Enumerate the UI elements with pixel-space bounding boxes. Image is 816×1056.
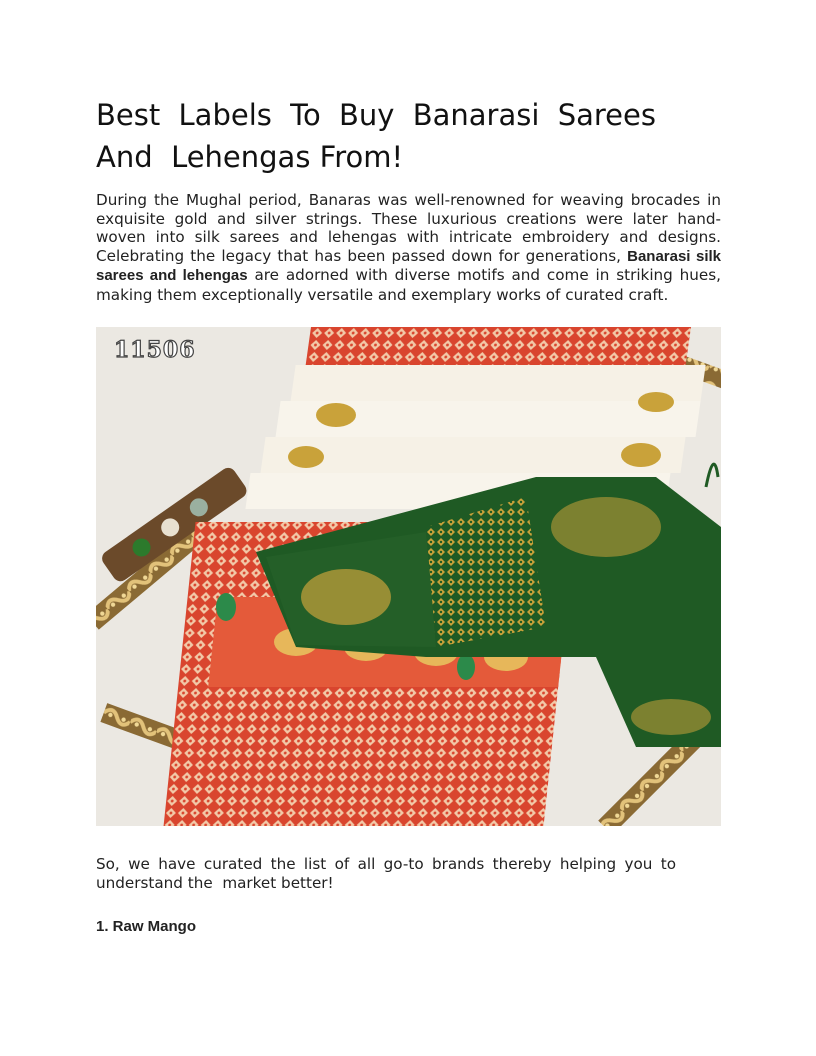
list-heading: 1. Raw Mango [96,918,197,935]
saree-photo [96,327,721,826]
intro-paragraph [96,191,721,305]
intro-bold-keyword: Banarasi silk sarees and lehengas [96,247,721,285]
closing-paragraph: So, we have curated the list of all go-to brands thereby helping you to understand the market better! [96,855,681,892]
intro-text: During the Mughal period, Banaras was well-renowned for weaving brocades in exquisite gold and silver strings. These luxurious creations were later hand-woven into silk sarees and lehengas with intricate embroidery and designs. Celebrating the legacy that has been passed down for generations, [96,191,721,265]
title-word: Sarees [557,98,656,132]
title-line-2: And Lehengas From! [96,140,404,174]
article-title [96,94,656,178]
title-word: Buy [338,98,395,132]
title-word: Banarasi [412,98,540,132]
title-word: To [290,98,321,132]
watermark-code: 11506 [114,337,196,363]
title-word: Best [96,98,161,132]
title-line-1 [96,94,656,136]
intro-text-continued: are adorned with diverse motifs and come in striking hues, making them exceptionally versatile and exemplary works of curated craft. [96,266,721,304]
title-word: Labels [178,98,272,132]
